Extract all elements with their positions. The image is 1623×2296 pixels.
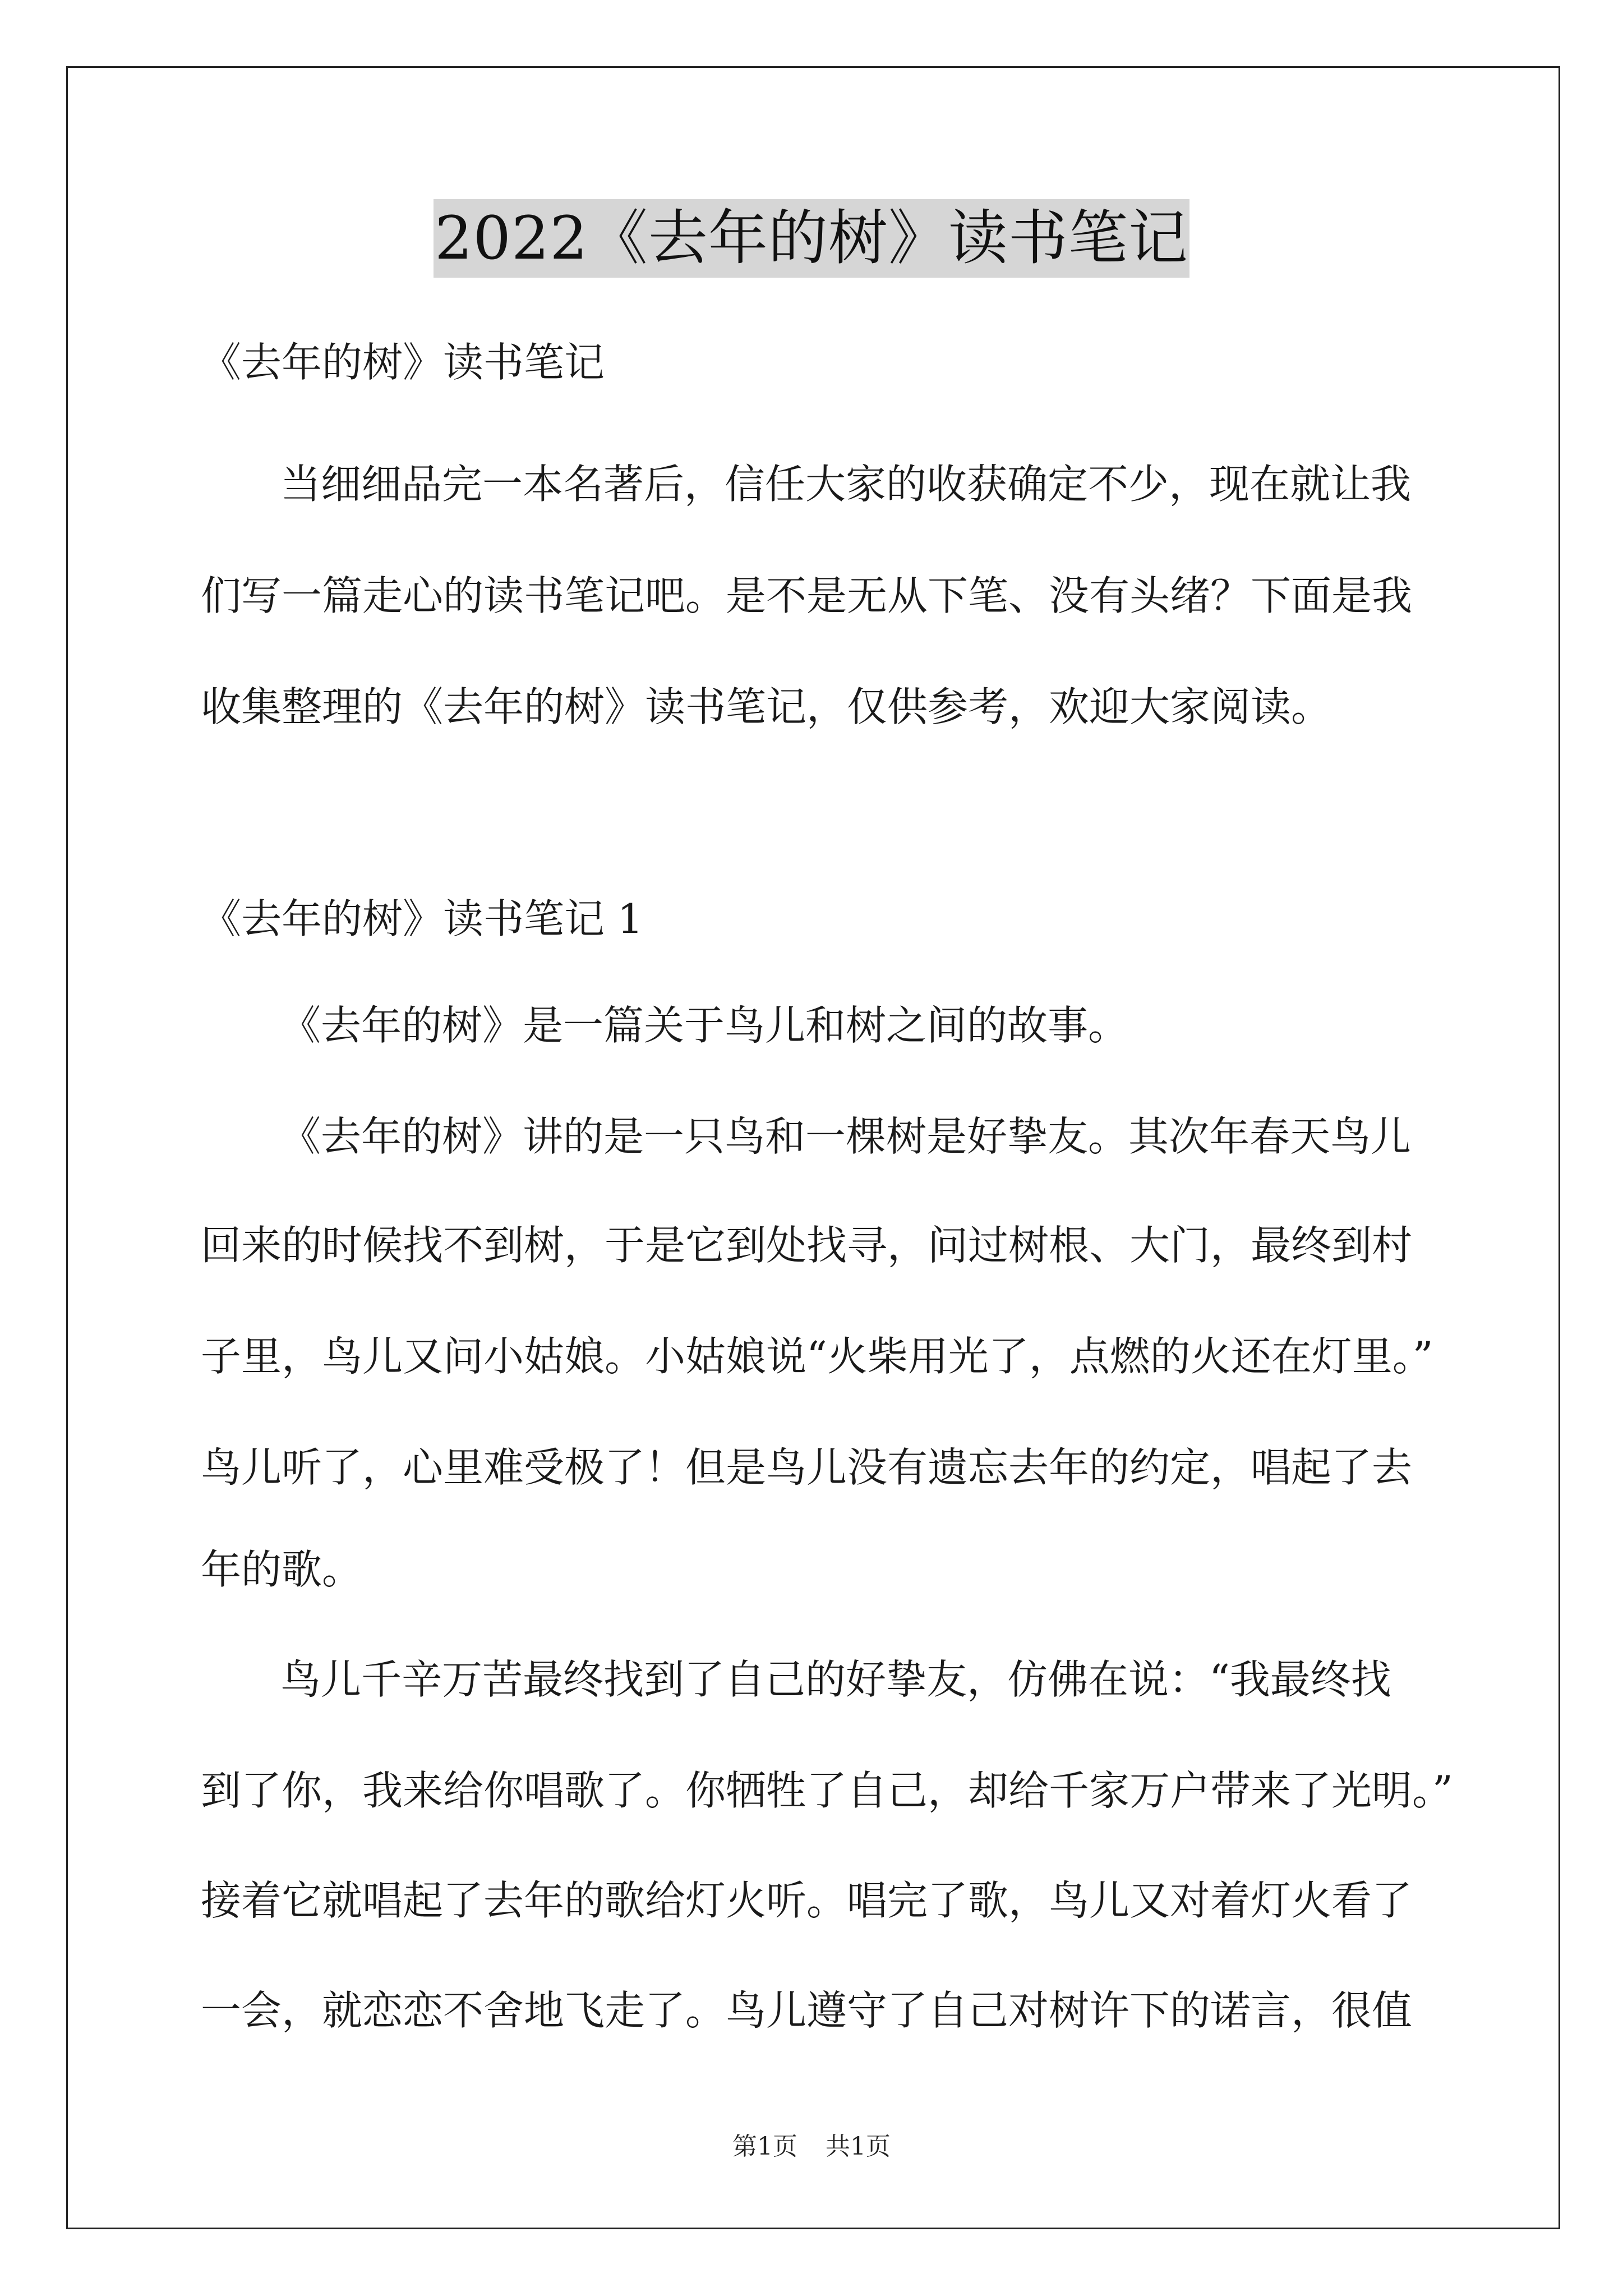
subtitle: 《去年的树》读书笔记 [201,339,605,386]
page-number: 第1页 [732,2132,797,2161]
body-line-1: 《去年的树》是一篇关于鸟儿和树之间的故事。 [280,1002,1129,1049]
intro-line-1: 当细细品完一本名著后，信任大家的收获确定不少，现在就让我 [280,461,1412,508]
body-line-9: 接着它就唱起了去年的歌给灯火听。唱完了歌，鸟儿又对着灯火看了 [201,1877,1413,1924]
page-footer [0,2126,1623,2162]
body-line-4: 子里，鸟儿又问小姑娘。小姑娘说“火柴用光了，点燃的火还在灯里。” [201,1333,1433,1380]
title-wrap [0,199,1623,278]
body-line-2: 《去年的树》讲的是一只鸟和一棵树是好挚友。其次年春天鸟儿 [280,1113,1412,1160]
page-total: 共1页 [826,2132,891,2161]
body-line-5: 鸟儿听了，心里难受极了！但是鸟儿没有遗忘去年的约定，唱起了去 [201,1444,1413,1491]
body-line-7: 鸟儿千辛万苦最终找到了自己的好挚友，仿佛在说：“我最终找 [280,1656,1391,1703]
body-line-10: 一会，就恋恋不舍地飞走了。鸟儿遵守了自己对树许下的诺言，很值 [201,1987,1413,2034]
intro-line-3: 收集整理的《去年的树》读书笔记，仅供参考，欢迎大家阅读。 [201,683,1332,730]
body-line-8: 到了你，我来给你唱歌了。你牺牲了自己，却给千家万户带来了光明。” [201,1767,1453,1814]
document-title: 2022《去年的树》读书笔记 [434,199,1189,278]
body-line-3: 回来的时候找不到树，于是它到处找寻，问过树根、大门，最终到村 [201,1222,1413,1269]
body-line-6: 年的歌。 [201,1546,363,1593]
section-heading: 《去年的树》读书笔记 1 [201,895,643,942]
intro-line-2: 们写一篇走心的读书笔记吧。是不是无从下笔、没有头绪？下面是我 [201,572,1413,619]
